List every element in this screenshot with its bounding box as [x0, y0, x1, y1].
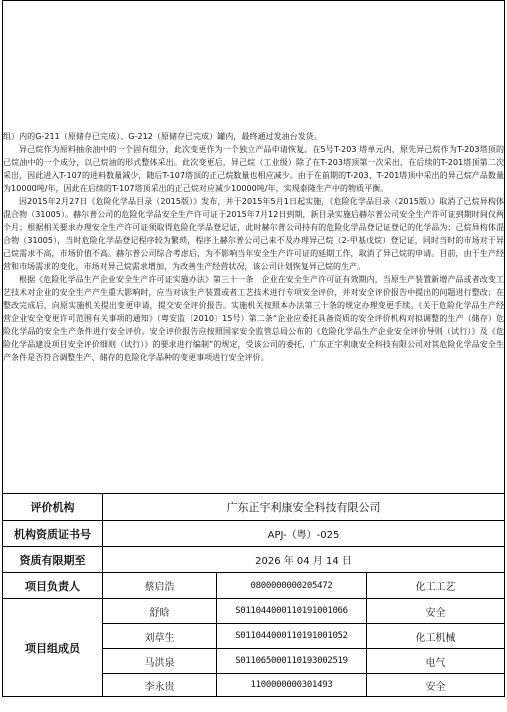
leader-label: 项目负责人 [3, 573, 103, 599]
member-name: 舒晗 [103, 599, 217, 624]
member-major: 安全 [367, 599, 505, 624]
member-major: 化工机械 [367, 624, 505, 649]
valid-label: 资质有限期至 [3, 547, 103, 573]
paragraph-isohexane-process: 异己烷作为原料抽余油中的一个固有组分，此次变更作为一个独立产品申请恢复。在5号T-203 塔单元内，原先异己烷作为T-203塔顶的己烷油中的一个成分，以己烷油的形式整体采出。此次变更后，异己烷（工业级）除了在T-203塔顶第一次采出，在后续的T-201塔顶第二次采出，因此进入T-107的进料数量减少，随后T-107塔顶的正己烷数量也相应减少。由于在前期的T-203、T-201塔顶中采出的异己烷产品数量为10000吨/年，因此在后续的T-107塔顶采出的正己烷对应减少10000吨/年，实现泰隆生产中的物质平衡。 [3, 145, 505, 193]
member-name: 刘草生 [103, 624, 217, 649]
member-cert: 1100000000301493 [217, 674, 367, 697]
leader-name: 蔡启浩 [103, 573, 217, 599]
org-row [3, 494, 505, 521]
member-cert: S011044000110191001066 [217, 599, 367, 624]
member-cert: S011065000110193002519 [217, 649, 367, 674]
org-value: 广东正宇利康安全科技有限公司 [103, 494, 505, 521]
cert-value: APJ-（粤）-025 [103, 521, 505, 547]
paragraph-regulation-basis: 根据《危险化学品生产企业安全生产许可证实施办法》第三十一条 企业在安全生产许可证有效期内，当原生产装置新增产品或者改变工艺技术对企业的安全生产产生重大影响时，应当对该生产装置或者工艺技术进行专项安全评价，并对安全评价报告中提出的问题进行整改；在整改完成后，向原实施机关提出变更申请，提交安全评价报告。实施机关按照本办法第三十条的规定办理变更手续。《关于危险化学品生产经营企业安全变更许可范围有关事项的通知》（粤安监〔2010〕15号）第二条“企业应委托具备资质的安全评价机构对拟调整的生产（储存）危险化学品的安全生产条件进行安全评价。安全评价报告应按照国家安全监管总局公布的《危险化学品生产企业安全评价导则（试行）》及《危险化学品建设项目安全评价细则（试行）》的要求进行编制”的规定，受该公司的委托，广东正宇利康安全科技有限公司对其危险化学品安全生产条件是否符合调整生产、储存的危险化学品种的变更事项进行安全评价。 [3, 275, 505, 362]
valid-value: 2026 年 04 月 14 日 [103, 547, 505, 573]
leader-major: 化工工艺 [367, 573, 505, 599]
valid-row [3, 547, 505, 573]
evaluation-table [2, 0, 505, 697]
description-cell [3, 1, 505, 494]
paragraph-catalog-history: 因2015年2月27日《危险化学品目录（2015版）》发布，并于2015年5月1日起实施，《危险化学品目录（2015版）》取消了己烷异构体混合物（31005）。赫尔普公司的危险化学品安全生产许可证于2015年7月12日到期，新目录实施后赫尔普公司安全生产许可证到期时间仅两个月；根据相关要求办理安全生产许可证须取得危险化学品登记证，此时赫尔普公司持有的危险化学品登记证登记的化学品为：己烷异构体混合物（31005），当时危险化学品登记程序较为繁琐，程序上赫尔普公司己来不及办理异己烷（2-甲基戊烷）登记证，同时当时的市场对于异己烷需求不高，市场价值不高。赫尔普公司综合考虑后，为不影响当年安全生产许可证的延期工作，取消了异己烷的申请。目前，由于生产经营和市场需求的变化，市场对异己烷需求增加，为改善生产经营状况，该公司计划恢复异己烷的生产。 [3, 197, 505, 271]
member-row [3, 599, 505, 624]
paragraph-continuation: 组）内的G-211（原储存已完成）、G-212（原储存已完成）罐内，最终通过发油台发货。 [3, 132, 322, 141]
leader-cert: 0800000000205472 [217, 573, 367, 599]
member-major: 电气 [367, 649, 505, 674]
member-cert: S011044000110191001052 [217, 624, 367, 649]
org-label: 评价机构 [3, 494, 103, 521]
cert-label: 机构资质证书号 [3, 521, 103, 547]
description-row [3, 1, 505, 494]
member-major: 安全 [367, 674, 505, 697]
members-label: 项目组成员 [3, 599, 103, 697]
cert-row [3, 521, 505, 547]
leader-row [3, 573, 505, 599]
member-name: 李永贵 [103, 674, 217, 697]
member-name: 马洪泉 [103, 649, 217, 674]
